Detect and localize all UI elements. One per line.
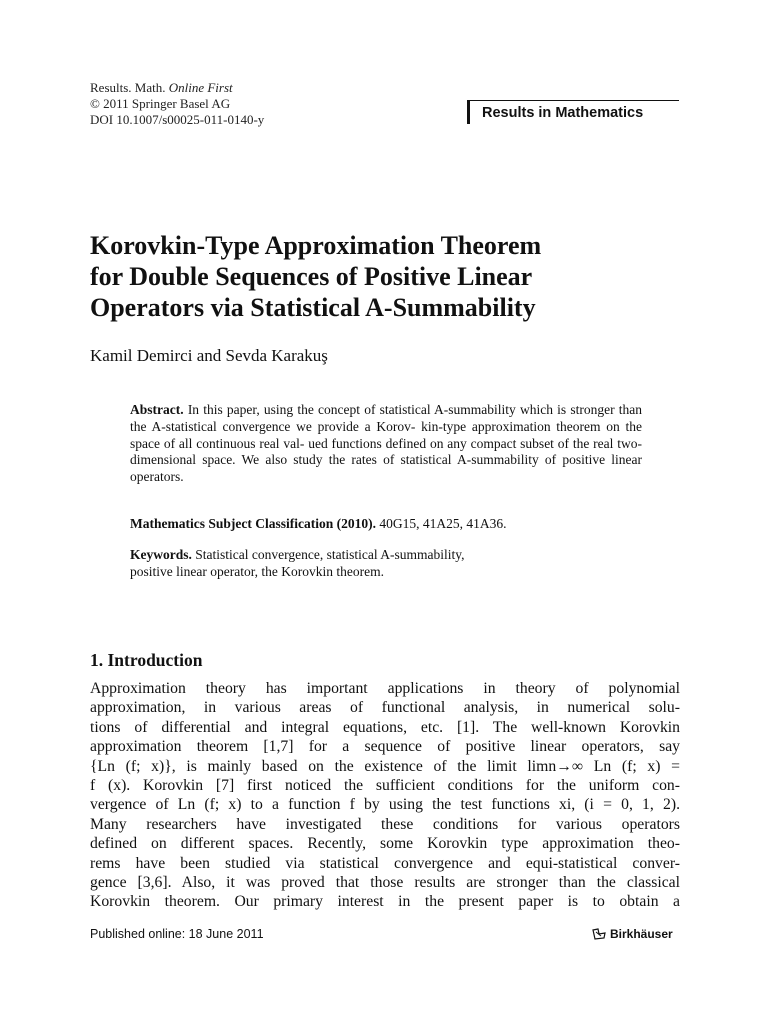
copyright-line: © 2011 Springer Basel AG bbox=[90, 96, 231, 111]
intro-line: approximation theorem [1,7] for a sequence of positive linear operators, say bbox=[90, 738, 680, 756]
intro-line: tions of differential and integral equations, etc. [1]. The well-known Korovkin bbox=[90, 718, 680, 736]
section-heading-introduction: 1. Introduction bbox=[90, 650, 203, 670]
keywords-label: Keywords. bbox=[130, 547, 192, 562]
header-meta bbox=[90, 80, 264, 128]
intro-line: Many researchers have investigated these conditions for various operators bbox=[90, 815, 680, 833]
abstract-line: In this paper, using the concept of statistical A-summability bbox=[187, 402, 516, 417]
keywords-line-1: Statistical convergence, statistical A-summability, bbox=[195, 547, 465, 562]
intro-line: vergence of Ln (f; x) to a function f by using the test functions xi, (i = 0, 1, 2). bbox=[90, 796, 680, 814]
intro-line: f (x). Korovkin [7] first noticed the sufficient conditions for the uniform con- bbox=[90, 777, 680, 795]
abstract-line: space. We also study the rates of statistical A-summability of positive bbox=[202, 452, 606, 468]
msc-label: Mathematics Subject Classification (2010). bbox=[130, 516, 376, 531]
intro-line: Korovkin theorem. Our primary interest in the present paper is to obtain a bbox=[90, 893, 680, 911]
abstract-line: linear operators. bbox=[130, 452, 643, 485]
authors: Kamil Demirci and Sevda Karakuş bbox=[90, 346, 328, 365]
intro-line: gence [3,6]. Also, it was proved that those results are stronger than the classical bbox=[90, 874, 680, 892]
online-first-label: Online First bbox=[168, 80, 233, 95]
title-line: Korovkin-Type Approximation Theorem bbox=[90, 231, 542, 260]
keywords-line-2: positive linear operator, the Korovkin theorem. bbox=[130, 564, 385, 579]
intro-line: Approximation theory has important applications in theory of polynomial bbox=[90, 680, 680, 697]
abstract-line: which is stronger than the A-statistical convergence we provide a Korov- bbox=[130, 402, 643, 434]
abstract-label: Abstract. bbox=[130, 402, 184, 417]
birkhauser-logo-icon bbox=[592, 928, 606, 940]
intro-line: rems have been studied via statistical convergence and equi-statistical conver- bbox=[90, 854, 680, 872]
doi-line: DOI 10.1007/s00025-011-0140-y bbox=[90, 112, 265, 127]
abstract bbox=[130, 402, 642, 486]
msc-classification bbox=[130, 516, 506, 532]
intro-line: defined on different spaces. Recently, some Korovkin type approximation theo- bbox=[90, 835, 680, 853]
abstract-line: kin-type approximation theorem on the space of all continuous real val- bbox=[130, 418, 643, 451]
intro-line: {Ln (f; x)}, is mainly based on the existence of the limit limn→∞ Ln (f; x) = bbox=[90, 757, 680, 775]
title-line: Operators via Statistical A-Summability bbox=[90, 293, 536, 322]
keywords bbox=[130, 546, 642, 580]
journal-line: Results. Math. Online First bbox=[90, 80, 233, 95]
published-online: Published online: 18 June 2011 bbox=[90, 927, 264, 941]
paper-title bbox=[90, 230, 690, 323]
publisher-name: Birkhäuser bbox=[610, 927, 673, 941]
msc-value: 40G15, 41A25, 41A36. bbox=[379, 516, 507, 531]
abstract-line: ued functions defined on any compact subset of the real two-dimensional bbox=[130, 435, 642, 468]
introduction-body bbox=[90, 679, 680, 912]
publisher-mark bbox=[592, 927, 673, 941]
intro-line: approximation, in various areas of functional analysis, in numerical solu- bbox=[90, 699, 680, 717]
title-line: for Double Sequences of Positive Linear bbox=[90, 262, 533, 291]
journal-badge: Results in Mathematics bbox=[467, 100, 679, 124]
